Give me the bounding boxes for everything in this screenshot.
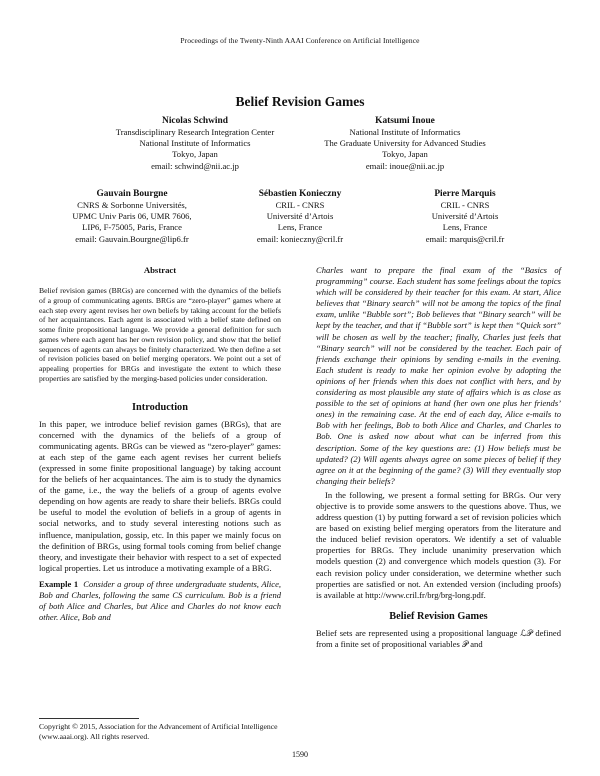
introduction-heading: Introduction (132, 401, 188, 413)
page-number: 1590 (292, 750, 308, 759)
author-block-konieczny (225, 188, 375, 245)
right-column (316, 265, 561, 650)
author-block-bourgne (52, 188, 212, 245)
author-affiliation: CNRS & Sorbonne Universités, (77, 200, 187, 210)
author-block-schwind (100, 115, 290, 172)
author-location: Tokyo, Japan (172, 149, 218, 160)
author-location: Lens, France (277, 222, 323, 233)
author-location: Lens, France (442, 222, 488, 233)
footnote-rule (39, 718, 139, 719)
author-affiliation: CRIL - CNRS (275, 200, 325, 210)
author-name: Sébastien Konieczny (258, 189, 342, 199)
author-name: Gauvain Bourgne (96, 189, 168, 199)
example-paragraph (39, 579, 281, 623)
author-affiliation: Université d’Artois (431, 211, 499, 222)
author-affiliation: National Institute of Informatics (349, 127, 461, 137)
author-affiliation: National Institute of Informatics (139, 138, 251, 149)
author-email: email: inoue@nii.ac.jp (365, 160, 445, 171)
author-name: Pierre Marquis (434, 189, 496, 199)
body-paragraph: Belief sets are represented using a propositional language ℒ𝒫 defined from a finite set of propositional variables 𝒫 and (316, 627, 561, 649)
author-location: Tokyo, Japan (382, 149, 428, 160)
paper-title: Belief Revision Games (235, 94, 365, 109)
abstract-text: Belief revision games (BRGs) are concerned with the dynamics of the beliefs of a group of communicating agents. BRGs are “zero-player” games where at each step every agent revises her own beliefs by taking account for the beliefs of her acquaintances. Each agent is associated with a belief state defined on some finite propositional language. We provide a general definition for such games where each agent has her own revision policy, and show that the belief sequences of agents can always be finitely characterized. We then define a set of revision policies based on belief merging operators. We point out a set of appealing properties for BRGs and investigate the extent to which these properties are satisfied by the merging-based policies under consideration. (39, 286, 281, 383)
author-affiliation: Université d’Artois (266, 211, 334, 222)
proceedings-header: Proceedings of the Twenty-Ninth AAAI Conference on Artificial Intelligence (180, 36, 420, 45)
author-affiliation: Transdisciplinary Research Integration Center (115, 127, 275, 137)
section-heading: Belief Revision Games (389, 610, 488, 622)
author-affiliation: CRIL - CNRS (440, 200, 490, 210)
body-paragraph: In the following, we present a formal setting for BRGs. Our very objective is to provide some answers to the questions above. Thus, we address question (1) by putting forward a set of revision policies which are based on existing belief merging operators from the literature and the induced belief revision operators. We identify a set of valuable properties for BRGs. They include unanimity preservation which models question (2) and convergence which models question (3). For each revision policy under consideration, we determine whether such properties are satisfied or not. An extended version (including proofs) is available at http://www.cril.fr/brg/brg-long.pdf. (316, 489, 561, 600)
example-text: Consider a group of three undergraduate students, Alice, Bob and Charles, following the same CS curriculum. Bob is a friend of both Alice and Charles, but Alice and Charles do not know each other. Alice, Bob and (39, 578, 282, 623)
author-location: LIP6, F-75005, Paris, France (82, 222, 182, 233)
author-email: email: marquis@cril.fr (425, 233, 505, 244)
author-affiliation: The Graduate University for Advanced Studies (324, 138, 486, 149)
abstract-heading: Abstract (143, 265, 177, 275)
example-label: Example 1 (39, 578, 79, 589)
author-email: email: konieczny@cril.fr (256, 233, 344, 244)
author-block-marquis (390, 188, 540, 245)
copyright-notice: Copyright © 2015, Association for the Advancement of Artificial Intelligence (www.aaai.org). All rights reserved. (39, 722, 278, 741)
author-affiliation: UPMC Univ Paris 06, UMR 7606, (72, 211, 192, 222)
introduction-paragraph: In this paper, we introduce belief revision games (BRGs), that are concerned with the dynamics of the beliefs of a group of communicating agents. BRGs can be viewed as “zero-player” games: at each step of the game each agent revises her current beliefs (expressed in some finite propositional language) by taking account for the beliefs of her acquaintances. The aim is to study the dynamics of the game, i.e., the way the beliefs of a group of agents evolve depending on how agents are ready to share their beliefs. BRGs could be useful to model the evolution of beliefs in a group of agents in social networks, and to study several interesting notions such as influence, manipulation, gossip, etc. In this paper we mainly focus on the definition of BRGs, using formal tools coming from belief change theory, and investigate their behavior with respect to a set of expected logical properties. Let us introduce a motivating example of a BRG. (39, 418, 281, 573)
author-email: email: Gauvain.Bourgne@lip6.fr (75, 233, 189, 244)
author-block-inoue (300, 115, 510, 172)
left-column (39, 265, 281, 623)
author-name: Nicolas Schwind (162, 116, 228, 126)
author-name: Katsumi Inoue (375, 116, 435, 126)
example-continuation: Charles want to prepare the final exam of the “Basics of programming” course. Each student has some feelings about the topics which will be considered by their teacher for this exam. At start, Alice believes that “Binary search” will not be among the topics of the final exam, unlike “Bubble sort”; Bob believes that “Binary search” will be kept by the teacher, and that if “Bubble sort” is kept then “Quick sort” will be chosen as well by the teacher; finally, Charles just feels that “Binary search” will not be considered by the teacher. Each pair of friends exchange their opinions by sending e-mails in the evening. Each student is ready to make her opinion evolve by adopting the opinions of her friends when this does not conflict with hers, and by considering as most plausible any state of affairs which is as close as possible to the set of opinions at hand (her own one plus her friends’ ones) in the remaining case. At the end of each day, Alice e-mails to Bob with her feelings, Bob to both Alice and Charles, and Charles to Bob. One is asked now about what can be inferred from this description. Some of the key questions are: (1) How beliefs must be updated? (2) Will agents always agree on some pieces of belief if they agree on it at the beginning of the game? (3) Will they eventually stop changing their beliefs? (316, 265, 561, 486)
author-email: email: schwind@nii.ac.jp (151, 160, 239, 171)
